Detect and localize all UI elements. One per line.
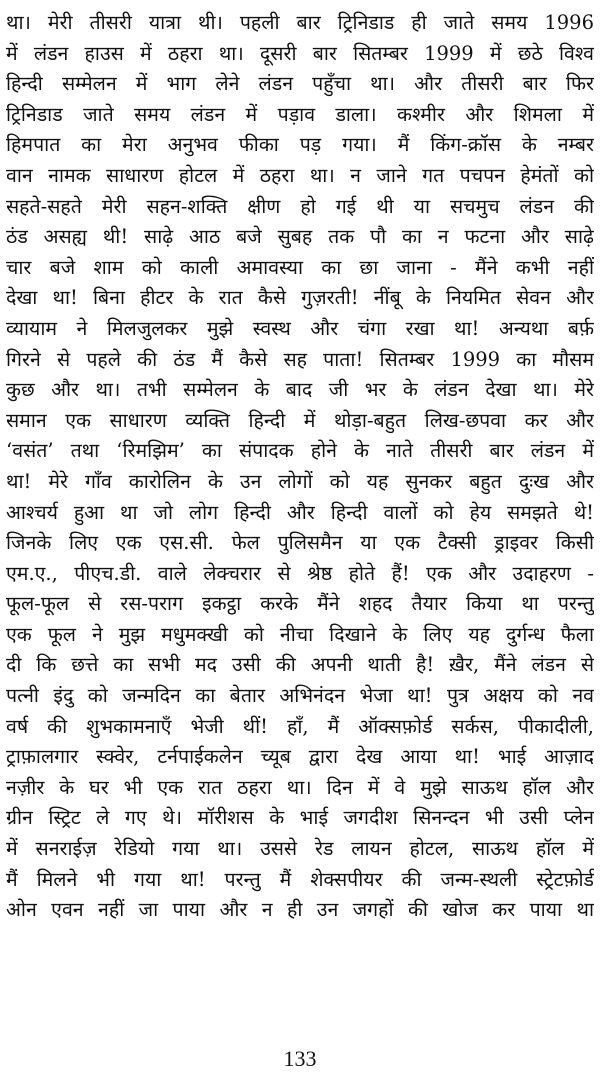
text-line: वर्ष की शुभकामनाएँ भेजी थीं! हाँ, मैं ऑक्सफ़ोर्ड सर्कस, पीकादीली, <box>6 714 594 738</box>
text-line: एम.ए., पीएच.डी. वाले लेक्चरार से श्रेष्ठ होते हैं! एक और उदाहरण - <box>6 561 594 585</box>
text-line: हिमपात का मेरा अनुभव फीका पड़ गया। मैं किंग-क्रॉस के नम्बर <box>6 133 594 157</box>
text-line: फूल-फूल से रस-पराग इकट्ठा करके मैंने शहद तैयार किया था परन्तु <box>6 592 594 616</box>
text-line: कुछ और था। तभी सम्मेलन के बाद जी भर के लंडन देखा था। मेरे <box>6 378 594 402</box>
page-number: 133 <box>283 1046 317 1071</box>
text-line: पत्नी इंदु को जन्मदिन का बेतार अभिनंदन भेजा था! पुत्र अक्षय को नव <box>6 684 594 708</box>
text-line: एक फूल ने मुझ मधुमक्खी को नीचा दिखाने के लिए यह दुर्गन्ध फैला <box>6 622 594 646</box>
text-line: चार बजे शाम को काली अमावस्या का छा जाना - मैंने कभी नहीं <box>6 255 594 279</box>
text-line: में लंडन हाउस में ठहरा था। दूसरी बार सितम्बर 1999 में छठे विश्व <box>6 41 594 65</box>
text-line: वान नामक साधारण होटल में ठहरा था। न जाने गत पचपन हेमंतों को <box>6 163 594 187</box>
text-line: था। मेरी तीसरी यात्रा थी। पहली बार ट्रिनिडाड ही जाते समय 1996 <box>6 11 594 34</box>
text-line: व्यायाम ने मिलजुलकर मुझे स्वस्थ और चंगा रखा था! अन्यथा बर्फ़ <box>6 316 594 340</box>
text-line: आश्चर्य हुआ था जो लोग हिन्दी और हिन्दी वालों को हेय समझते थे! <box>6 500 594 524</box>
body-text <box>6 8 594 926</box>
text-line: गिरने से पहले की ठंड मैं कैसे सह पाता! सितम्बर 1999 का मौसम <box>6 347 594 371</box>
text-line: ट्रिनिडाड जाते समय लंडन में पड़ाव डाला। कश्मीर और शिमला में <box>6 102 594 126</box>
text-line: ठंड असह्य थी! साढ़े आठ बजे सुबह तक पौ का न फटना और साढ़े <box>6 225 594 249</box>
text-line: में सनराईज़ रेडियो गया था। उससे रेड लायन होटल, साऊथ हॉल में <box>6 837 594 861</box>
text-line: ग्रीन स्ट्रिट ले गए थे। मॉरीशस के भाई जगदीश सिनन्दन भी उसी प्लेन <box>6 806 594 830</box>
text-line: दी कि छत्ते का सभी मद उसी की अपनी थाती है! ख़ैर, मैंने लंडन से <box>6 653 594 677</box>
text-line: जिनके लिए एक एस.सी. फेल पुलिसमैन या एक टैक्सी ड्राइवर किसी <box>6 531 594 555</box>
text-line: सहते-सहते मेरी सहन-शक्ति क्षीण हो गई थी या सचमुच लंडन की <box>6 194 594 218</box>
text-line: देखा था! बिना हीटर के रात कैसे गुज़रती! नींबू के नियमित सेवन और <box>6 286 594 310</box>
text-line: मैं मिलने भी गया था! परन्तु मैं शेक्सपीयर की जन्म-स्थली स्ट्रेटफ़ोर्ड <box>6 867 594 891</box>
text-line: ‘वसंत’ तथा ‘रिमझिम’ का संपादक होने के नाते तीसरी बार लंडन में <box>6 439 594 463</box>
text-line: ओन एवन नहीं जा पाया और न ही उन जगहों की खोज कर पाया था <box>6 898 594 922</box>
text-line: नज़ीर के घर भी एक रात ठहरा था। दिन में वे मुझे साऊथ हॉल और <box>6 775 594 799</box>
text-line: हिन्दी सम्मेलन में भाग लेने लंडन पहुँचा था। और तीसरी बार फिर <box>6 72 594 96</box>
text-line: ट्राफ़ालगार स्क्वेर, टर्नपाईकलेन च्यूब द्वारा देख आया था! भाई आज़ाद <box>6 745 594 769</box>
text-line: समान एक साधारण व्यक्ति हिन्दी में थोड़ा-बहुत लिख-छपवा कर और <box>6 408 594 432</box>
text-line: था! मेरे गाँव कारोलिन के उन लोगों को यह सुनकर बहुत दुःख और <box>6 469 594 493</box>
